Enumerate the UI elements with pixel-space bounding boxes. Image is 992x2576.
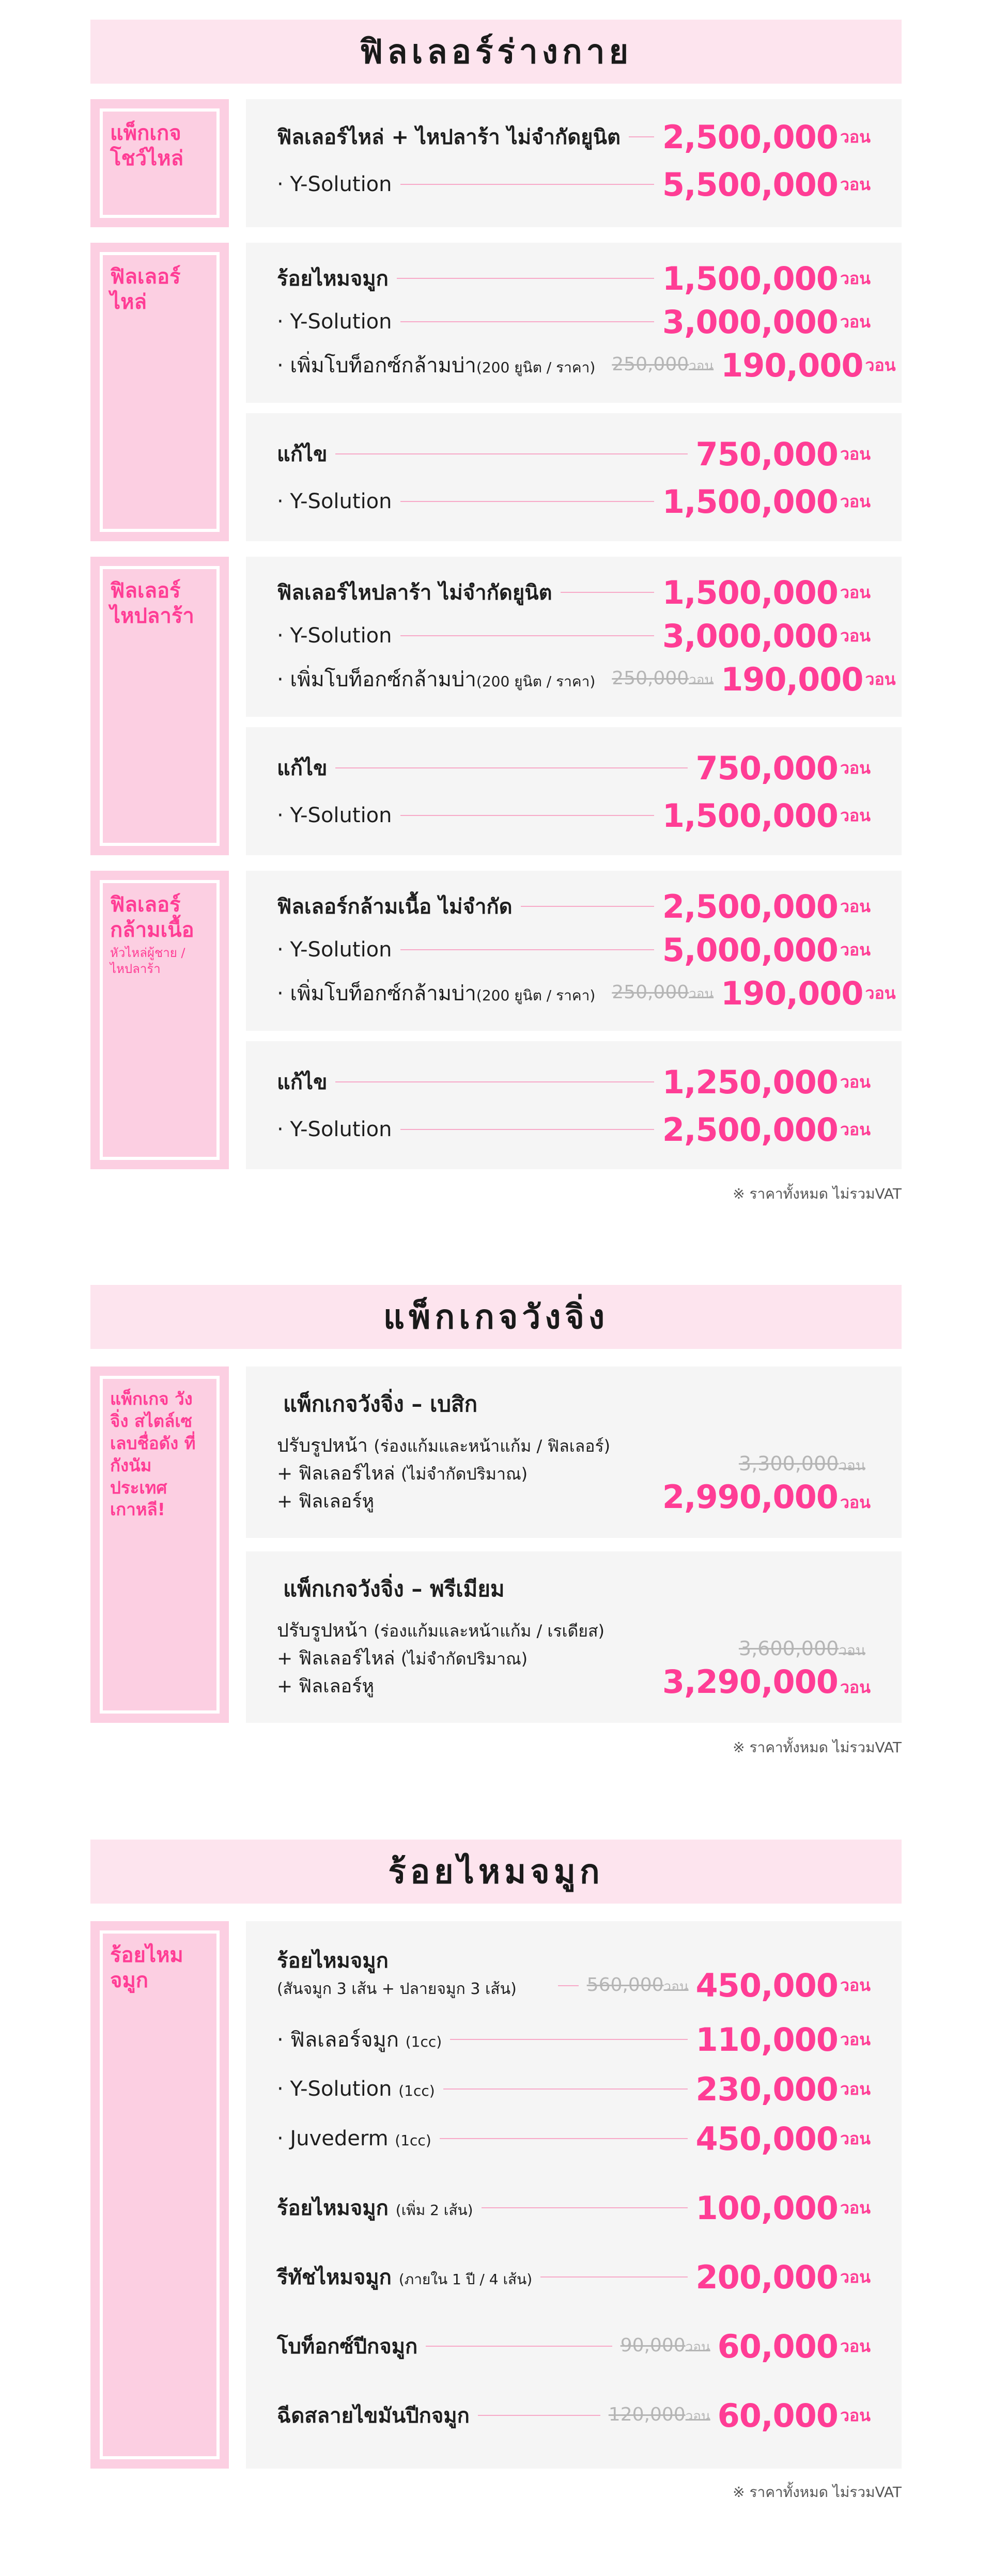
old-price: 250,000วอน: [612, 982, 714, 1003]
package-premium-title: แพ็กเกจวังจิ่ง – พรีเมียม: [283, 1576, 505, 1601]
old-price: 3,600,000วอน: [738, 1637, 865, 1660]
price-box: [246, 1041, 902, 1169]
nose-price-box: [246, 1921, 902, 2469]
dotted-line: [400, 635, 654, 636]
vat-note: ※ ราคาทั้งหมด ไม่รวมVAT: [733, 2484, 902, 2501]
price-box: [246, 243, 902, 403]
dotted-line: [482, 2207, 688, 2208]
vat-note: ※ ราคาทั้งหมด ไม่รวมVAT: [733, 1739, 902, 1756]
package-line: ปรับรูปหน้า (ร่องแก้มและหน้าแก้ม / เรเดียส): [277, 1620, 605, 1641]
side-label-collarbone-filler: ฟิลเลอร์ไหปลาร้า: [90, 557, 229, 855]
dotted-line: [443, 2088, 688, 2090]
price-row: · Y-Solution (1cc) 230,000 วอน: [277, 2070, 871, 2108]
dotted-line: [440, 2138, 688, 2139]
old-price: 250,000วอน: [612, 354, 714, 375]
dotted-line: [335, 767, 687, 768]
price-row: · เพิ่มโบท็อกซ์กล้ามบ่า(200 ยูนิต / ราคา) 250,000วอน 190,000 วอน: [277, 974, 896, 1012]
dotted-line: [335, 1081, 654, 1082]
old-price: 90,000วอน: [620, 2335, 710, 2356]
price-row: ร้อยไหมจมูก (เพิ่ม 2 เส้น) 100,000 วอน: [277, 2189, 871, 2227]
package-line: + ฟิลเลอร์ไหล่ (ไม่จำกัดปริมาณ): [277, 1463, 528, 1484]
side-label-shoulder-filler: ฟิลเลอร์ไหล่: [90, 243, 229, 541]
dotted-line: [521, 906, 654, 907]
dotted-line: [400, 501, 654, 502]
package-basic-price: 2,990,000 วอน: [662, 1478, 871, 1516]
price-row: ฉีดสลายไขมันปีกจมูก 120,000วอน 60,000 วอน: [277, 2396, 871, 2434]
package-basic-title: แพ็กเกจวังจิ่ง – เบสิก: [283, 1391, 478, 1417]
package-basic-box: [246, 1366, 902, 1538]
price-row: ร้อยไหมจมูก 1,500,000 วอน: [277, 259, 871, 297]
dotted-line: [426, 2346, 612, 2347]
section-title-nose: ร้อยไหมจมูก: [90, 1840, 902, 1904]
old-price: 3,300,000วอน: [738, 1452, 865, 1475]
package-line: + ฟิลเลอร์ไหล่ (ไม่จำกัดปริมาณ): [277, 1648, 528, 1669]
section-title-body-filler: ฟิลเลอร์ร่างกาย: [90, 20, 902, 84]
price-row: · Y-Solution 1,500,000 วอน: [277, 796, 871, 835]
side-label-nose: ร้อยไหมจมูก: [90, 1921, 229, 2469]
price-box: [246, 557, 902, 717]
dotted-line: [400, 184, 654, 185]
price-row: · เพิ่มโบท็อกซ์กล้ามบ่า(200 ยูนิต / ราคา) 250,000วอน 190,000 วอน: [277, 346, 896, 384]
side-label-shoulder-package: แพ็กเกจโชว์ไหล่: [90, 99, 229, 227]
price-row: ฟิลเลอร์กล้ามเนื้อ ไม่จำกัด 2,500,000 วอน: [277, 887, 871, 925]
price-row: โบท็อกซ์ปีกจมูก 90,000วอน 60,000 วอน: [277, 2327, 871, 2365]
old-price: 250,000วอน: [612, 668, 714, 689]
package-line: ปรับรูปหน้า (ร่องแก้มและหน้าแก้ม / ฟิลเลอร์): [277, 1435, 611, 1456]
side-label-package: แพ็กเกจ วังจิ่ง สไตล์เซเลบชื่อดัง ที่กังนัม ประเทศเกาหลี!: [90, 1366, 229, 1723]
price-row: · Y-Solution 1,500,000 วอน: [277, 482, 871, 521]
price-row: · Y-Solution 5,500,000 วอน: [277, 165, 871, 203]
dotted-line: [561, 592, 654, 593]
price-row: · Y-Solution 3,000,000 วอน: [277, 617, 871, 655]
dotted-line: [335, 453, 687, 454]
section-title-package: แพ็กเกจวังจิ่ง: [90, 1285, 902, 1349]
dotted-line: [400, 949, 654, 950]
price-row: · Y-Solution 3,000,000 วอน: [277, 303, 871, 341]
price-row: 560,000วอน 450,000 วอน: [550, 1967, 871, 2004]
price-box: [246, 727, 902, 855]
dotted-line: [400, 321, 654, 322]
package-line: + ฟิลเลอร์หู: [277, 1491, 375, 1512]
dotted-line: [558, 1985, 579, 1986]
price-box: [246, 871, 902, 1031]
dotted-line: [397, 278, 654, 279]
side-label-muscle-filler: ฟิลเลอร์กล้ามเนื้อ หัวไหล่ผู้ชาย /ไหปลาร้า: [90, 871, 229, 1169]
price-box: [246, 413, 902, 541]
price-row: แก้ไข 1,250,000 วอน: [277, 1063, 871, 1101]
package-line: + ฟิลเลอร์หู: [277, 1676, 375, 1697]
price-row: · เพิ่มโบท็อกซ์กล้ามบ่า(200 ยูนิต / ราคา) 250,000วอน 190,000 วอน: [277, 660, 896, 698]
price-row: · Y-Solution 5,000,000 วอน: [277, 931, 871, 969]
dotted-line: [400, 815, 654, 816]
price-row: · Y-Solution 2,500,000 วอน: [277, 1110, 871, 1149]
dotted-line: [629, 136, 654, 137]
package-premium-price: 3,290,000 วอน: [662, 1663, 871, 1701]
nose-first-label: ร้อยไหมจมูก (สันจมูก 3 เส้น + ปลายจมูก 3 เส้น): [277, 1949, 517, 1998]
dotted-line: [478, 2415, 600, 2416]
price-row: รีทัชไหมจมูก (ภายใน 1 ปี / 4 เส้น) 200,000 วอน: [277, 2258, 871, 2296]
price-row: แก้ไข 750,000 วอน: [277, 435, 871, 473]
old-price: 120,000วอน: [608, 2404, 710, 2425]
vat-note: ※ ราคาทั้งหมด ไม่รวมVAT: [733, 1185, 902, 1202]
price-row: ฟิลเลอร์ไหล่ + ไหปลาร้า ไม่จำกัดยูนิต 2,500,000 วอน: [277, 118, 871, 156]
price-row: แก้ไข 750,000 วอน: [277, 749, 871, 787]
price-row: · Juvederm (1cc) 450,000 วอน: [277, 2119, 871, 2158]
dotted-line: [540, 2276, 687, 2277]
price-box: [246, 99, 902, 227]
price-row: · ฟิลเลอร์จมูก (1cc) 110,000 วอน: [277, 2020, 871, 2059]
price-row: ฟิลเลอร์ไหปลาร้า ไม่จำกัดยูนิต 1,500,000 วอน: [277, 573, 871, 611]
old-price: 560,000วอน: [586, 1974, 689, 1996]
dotted-line: [400, 1129, 654, 1130]
package-premium-box: [246, 1551, 902, 1723]
dotted-line: [450, 2039, 687, 2040]
